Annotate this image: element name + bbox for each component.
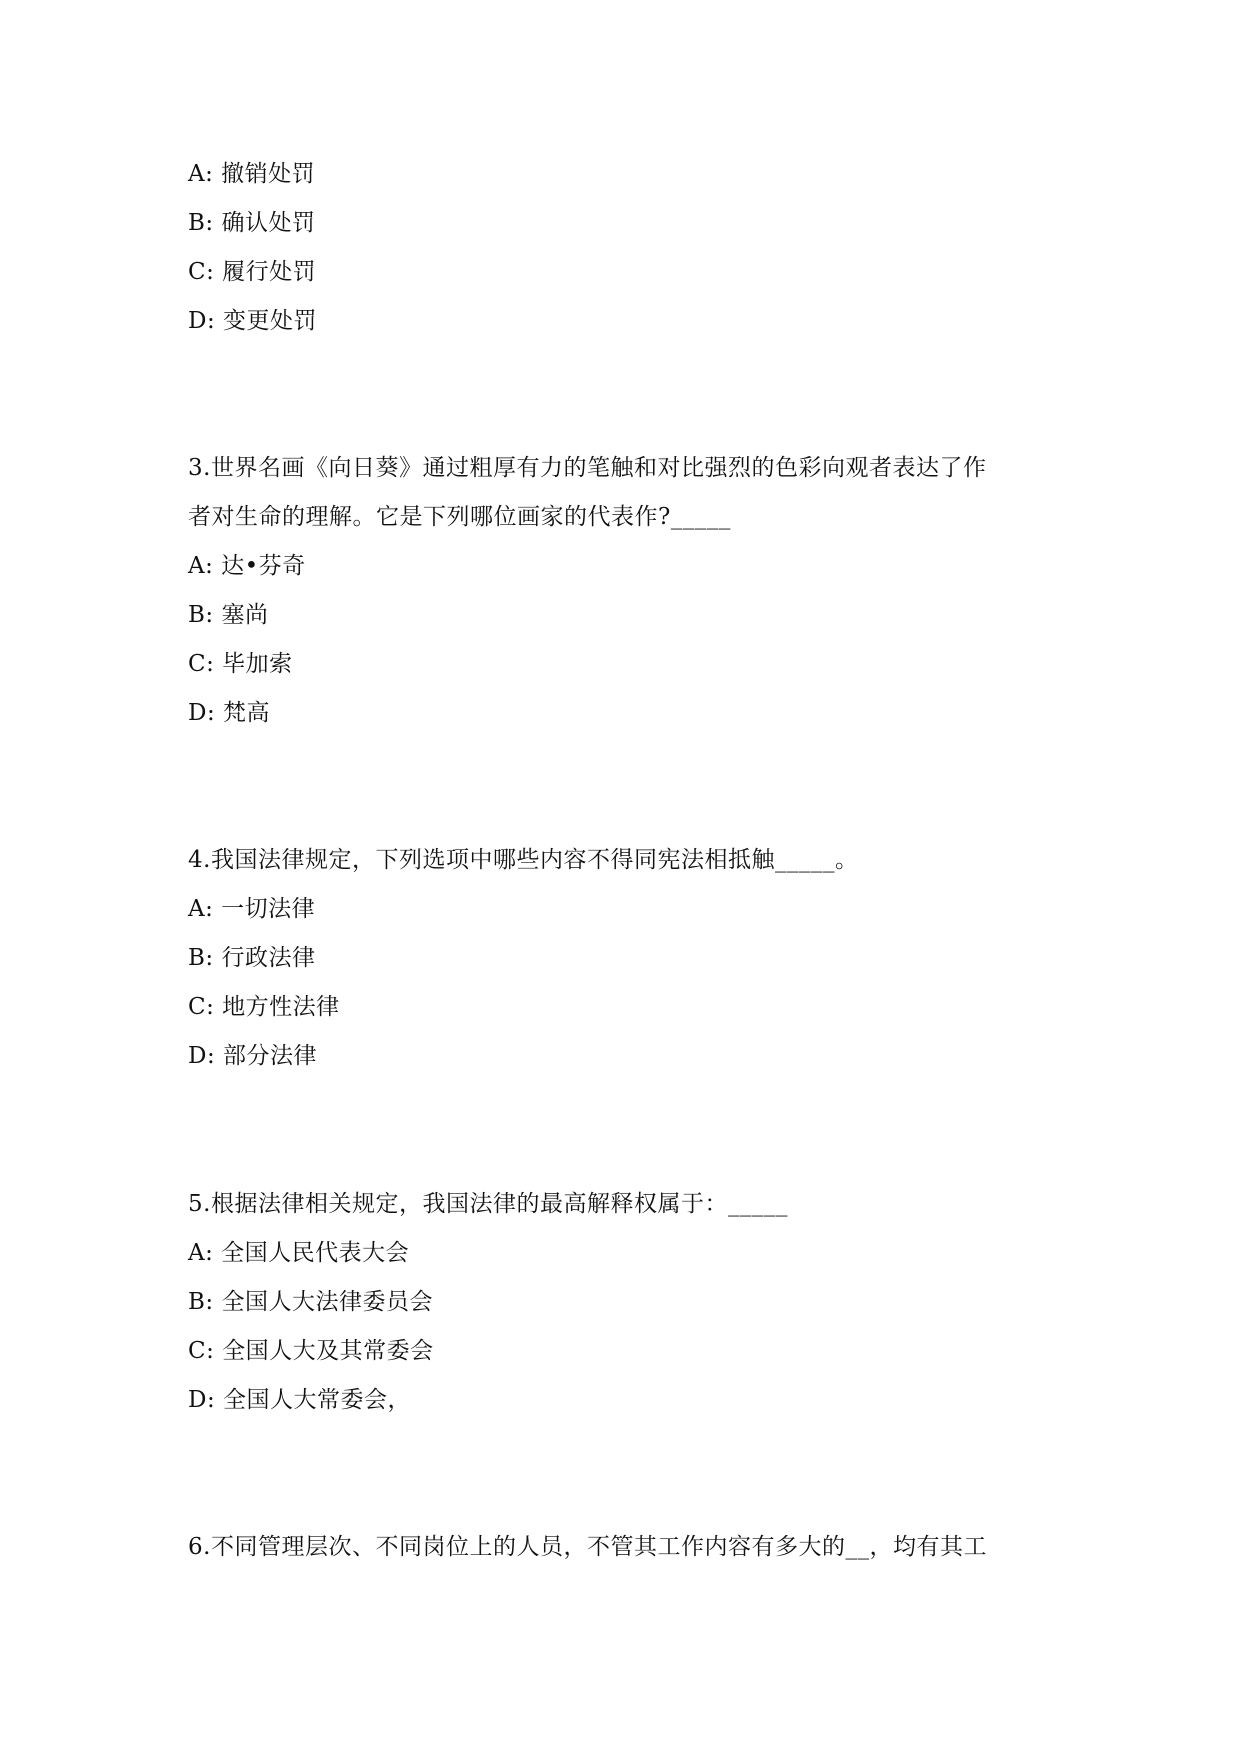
q2-option-c: C: 履行处罚 — [188, 259, 317, 285]
q4-option-a: A: 一切法律 — [188, 896, 316, 922]
q3-option-c: C: 毕加索 — [188, 651, 293, 677]
q2-option-d: D: 变更处罚 — [188, 308, 318, 334]
q4-stem: 4.我国法律规定，下列选项中哪些内容不得同宪法相抵触_____。 — [188, 847, 859, 873]
q6-stem: 6.不同管理层次、不同岗位上的人员，不管其工作内容有多大的__，均有其工 — [188, 1534, 987, 1560]
q2-option-b: B: 确认处罚 — [188, 210, 316, 236]
q5-option-c: C: 全国人大及其常委会 — [188, 1338, 434, 1364]
q4-option-d: D: 部分法律 — [188, 1043, 318, 1069]
q3-option-d: D: 梵高 — [188, 700, 271, 726]
q3-option-a: A: 达•芬奇 — [188, 553, 306, 579]
q3-stem-line-1: 3.世界名画《向日葵》通过粗厚有力的笔触和对比强烈的色彩向观者表达了作 — [188, 455, 987, 481]
q5-stem: 5.根据法律相关规定，我国法律的最高解释权属于：_____ — [188, 1191, 788, 1217]
q5-option-d: D: 全国人大常委会， — [188, 1387, 412, 1413]
q3-option-b: B: 塞尚 — [188, 602, 269, 628]
q5-option-a: A: 全国人民代表大会 — [188, 1240, 410, 1266]
q4-option-c: C: 地方性法律 — [188, 994, 340, 1020]
q2-option-a: A: 撤销处罚 — [188, 161, 316, 187]
q3-stem-line-2: 者对生命的理解。它是下列哪位画家的代表作?_____ — [188, 504, 731, 530]
q4-option-b: B: 行政法律 — [188, 945, 316, 971]
q5-option-b: B: 全国人大法律委员会 — [188, 1289, 433, 1315]
